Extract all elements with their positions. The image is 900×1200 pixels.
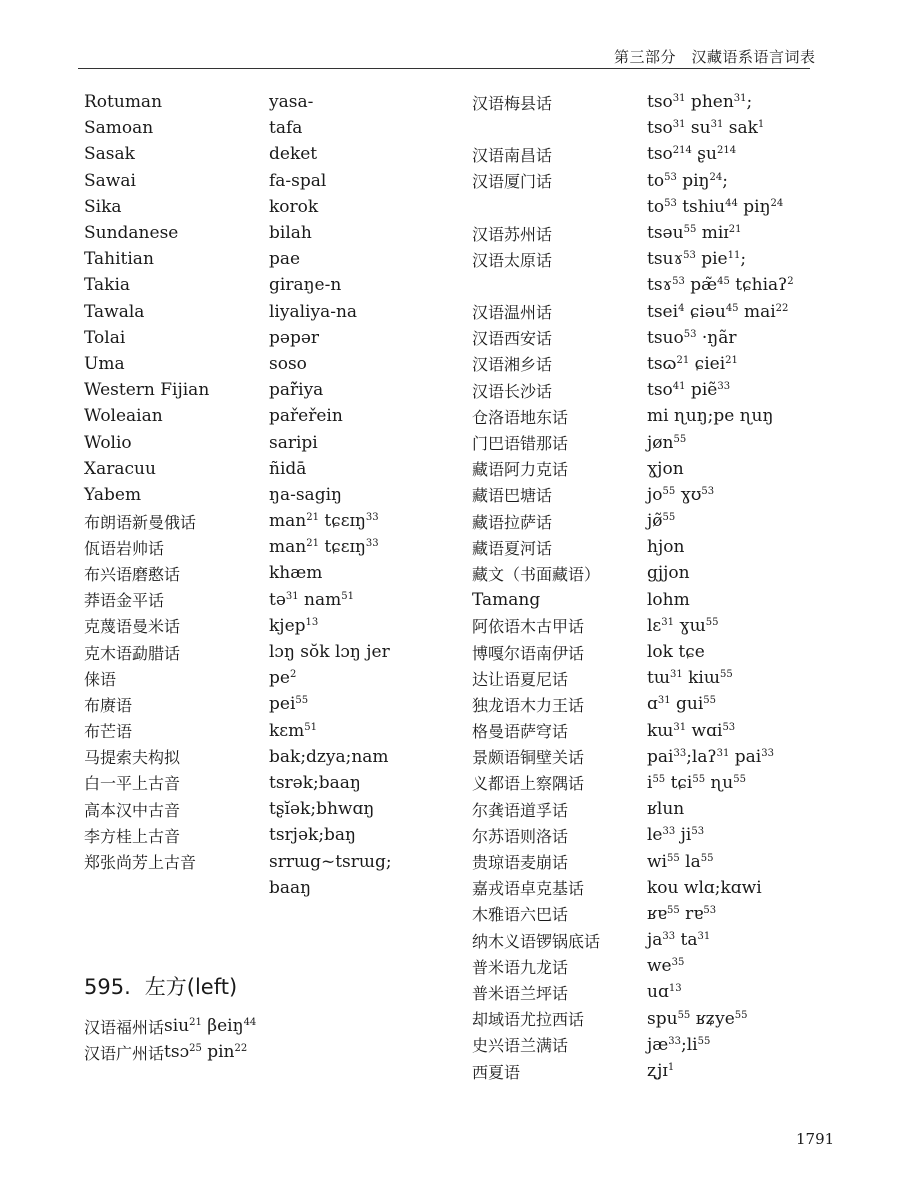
section-number: 595.: [84, 975, 131, 999]
word-form: hjon: [647, 537, 685, 558]
entry-row: [472, 691, 794, 717]
word-form: ʐjɪ$^1$: [647, 1061, 675, 1082]
entry-row: [84, 665, 392, 691]
word-form: tə$^{31}$ nam$^{51}$: [269, 589, 354, 610]
language-name: 博嘎尔语南伊话: [472, 643, 585, 663]
word-form: lok tɕe: [647, 642, 705, 663]
language-name: 尔龚语道孚话: [472, 800, 569, 820]
word-form: jø̃$^{55}$: [647, 511, 676, 532]
entry-row: [84, 639, 392, 665]
language-name: 佤语岩帅话: [84, 538, 165, 558]
word-form: kou wlɑ;kɑwi: [647, 877, 762, 898]
word-form: khæm: [269, 563, 323, 584]
entry-row: [84, 115, 392, 141]
language-name: 阿依语木古甲话: [472, 617, 585, 637]
language-name: 藏文（书面藏语）: [472, 564, 601, 584]
word-form: kɯ$^{31}$ wɑi$^{53}$: [647, 720, 736, 741]
word-form: bak;dzya;nam: [269, 746, 389, 767]
word-form: kjep$^{13}$: [269, 615, 319, 636]
word-form: pai$^{33}$;laʔ$^{31}$ pai$^{33}$: [647, 746, 774, 767]
entry-row: [84, 613, 392, 639]
word-form: pəpər: [269, 327, 320, 348]
language-name: 仓洛语地东话: [472, 407, 569, 427]
word-form: tsrjək;baŋ: [269, 825, 357, 846]
language-name: Uma: [84, 353, 125, 374]
entry-row: [472, 194, 794, 220]
entry-row: [84, 1039, 256, 1065]
entry-row: [84, 718, 392, 744]
language-name: Sasak: [84, 144, 135, 165]
header-rule: [78, 68, 810, 69]
language-name: 布兴语磨憨话: [84, 564, 181, 584]
entry-row: [84, 325, 392, 351]
language-name: 西夏语: [472, 1062, 521, 1082]
language-name: 汉语广州话: [84, 1043, 165, 1063]
entry-row: [84, 194, 392, 220]
entry-row: [84, 508, 392, 534]
entry-row: [472, 246, 794, 272]
word-form: soso: [269, 353, 307, 374]
entry-row: [84, 875, 392, 901]
word-form: srrɯg~tsrɯg;: [269, 851, 392, 872]
entry-row: [472, 901, 794, 927]
word-form: tafa: [269, 118, 303, 139]
entry-row: [472, 639, 794, 665]
word-form: pei$^{55}$: [269, 694, 309, 715]
entry-row: [472, 403, 794, 429]
word-form: ʁɐ$^{55}$ rɐ$^{53}$: [647, 903, 717, 924]
entry-row: [472, 115, 794, 141]
entry-row: [472, 927, 794, 953]
word-form: lohm: [647, 589, 690, 610]
entry-row: [84, 770, 392, 796]
language-name: Wolio: [84, 432, 132, 453]
entry-row: [472, 718, 794, 744]
language-name: 藏语阿力克话: [472, 460, 569, 480]
running-head: 第三部分 汉藏语系语言词表: [614, 48, 816, 66]
word-form: tsɔ$^{25}$ pin$^{22}$: [164, 1042, 248, 1063]
word-form: man$^{21}$ tɕɛɪŋ$^{33}$: [269, 537, 379, 558]
language-name: Woleaian: [84, 406, 163, 427]
word-form: tso$^{41}$ piẽ$^{33}$: [647, 380, 731, 401]
language-name: 纳木义语锣锅底话: [472, 931, 601, 951]
word-form: korok: [269, 196, 319, 217]
word-form: pař̃iya: [269, 380, 324, 401]
word-form: $ja^{33}$ $ta^{31}$: [647, 930, 711, 951]
entry-row: [472, 351, 794, 377]
language-name: 门巴语错那话: [472, 434, 569, 454]
language-name: 俫语: [84, 669, 117, 689]
entry-row: [472, 272, 794, 298]
language-name: Tamang: [472, 589, 541, 610]
section-heading: [84, 971, 237, 1001]
language-name: 景颇语铜壁关话: [472, 748, 585, 768]
language-name: Sundanese: [84, 223, 179, 244]
word-form: ɑ$^{31}$ gui$^{55}$: [647, 694, 717, 715]
word-form: lɔŋ sŏk lɔŋ jer: [269, 642, 390, 663]
word-form: jøn$^{55}$: [647, 432, 687, 453]
entry-row: [472, 482, 794, 508]
entry-row: [84, 482, 392, 508]
language-name: 汉语梅县话: [472, 93, 553, 113]
entry-row: [84, 1013, 256, 1039]
language-name: Western Fijian: [84, 380, 210, 401]
word-form: gjjon: [647, 563, 690, 584]
word-form: $pe^2$: [269, 668, 297, 689]
language-name: 贵琼语麦崩话: [472, 853, 569, 873]
entry-row: [472, 168, 794, 194]
language-name: Sawai: [84, 170, 136, 191]
section-entries: [84, 1013, 256, 1065]
entry-row: [472, 534, 794, 560]
entry-row: [84, 89, 392, 115]
language-name: 布芒语: [84, 722, 133, 742]
entry-row: [84, 272, 392, 298]
language-name: 汉语长沙话: [472, 381, 553, 401]
word-form: tsrək;baaŋ: [269, 772, 361, 793]
language-name: 马提索夫构拟: [84, 748, 181, 768]
language-name: 布赓语: [84, 695, 133, 715]
language-name: 汉语福州话: [84, 1017, 165, 1037]
language-name: 汉语苏州话: [472, 224, 553, 244]
language-name: 汉语西安话: [472, 329, 553, 349]
entry-row: [472, 665, 794, 691]
word-form: pae: [269, 249, 301, 270]
entry-row: [472, 141, 794, 167]
language-name: 汉语厦门话: [472, 172, 553, 192]
language-name: Sika: [84, 196, 122, 217]
word-form: man$^{21}$ tɕɛɪŋ$^{33}$: [269, 511, 379, 532]
language-name: 克蔑语曼米话: [84, 617, 181, 637]
language-name: 李方桂上古音: [84, 826, 181, 846]
entry-row: [472, 979, 794, 1005]
language-name: 克木语勐腊话: [84, 643, 181, 663]
word-form: tɯ$^{31}$ kiɯ$^{55}$: [647, 668, 733, 689]
entry-row: [84, 534, 392, 560]
word-form: tsəu$^{55}$ miɪ$^{21}$: [647, 223, 742, 244]
word-form: kɛm$^{51}$: [269, 720, 317, 741]
entry-row: [84, 246, 392, 272]
entry-row: [84, 141, 392, 167]
language-name: 汉语湘乡话: [472, 355, 553, 375]
entry-row: [472, 1058, 794, 1084]
entry-row: [84, 691, 392, 717]
word-form: $to^{53}$ tshiu$^{44}$ piŋ$^{24}$: [647, 196, 784, 217]
word-form: $jæ^{33};li^{55}$: [647, 1034, 711, 1055]
entry-row: [84, 351, 392, 377]
word-form: tsei$^4$ ɕiəu$^{45}$ mai$^{22}$: [647, 301, 789, 322]
entry-row: [84, 744, 392, 770]
entry-row: [472, 220, 794, 246]
entry-row: [84, 456, 392, 482]
word-form: tso$^{214}$ ʂu$^{214}$: [647, 144, 737, 165]
entry-row: [472, 770, 794, 796]
language-name: 普米语兰坪话: [472, 983, 569, 1003]
entry-row: [472, 89, 794, 115]
entry-row: [84, 560, 392, 586]
language-name: Tolai: [84, 327, 126, 348]
word-form: spu$^{55}$ ʁʑye$^{55}$: [647, 1008, 748, 1029]
language-name: 普米语九龙话: [472, 957, 569, 977]
language-name: 藏语拉萨话: [472, 512, 553, 532]
word-form: lɛ$^{31}$ ɣɯ$^{55}$: [647, 615, 719, 636]
word-form: yasa-: [269, 92, 314, 113]
word-form: pařeřein: [269, 406, 343, 427]
word-form: liyaliya-na: [269, 301, 358, 322]
word-form: uɑ$^{13}$: [647, 982, 682, 1003]
entry-row: [472, 848, 794, 874]
word-form: tʂĭək;bhwɑŋ: [269, 799, 375, 820]
entry-row: [84, 168, 392, 194]
word-form: tsuɤ$^{53}$ pie$^{11}$;: [647, 249, 747, 270]
word-form: tso$^{31}$ phen$^{31}$;: [647, 92, 753, 113]
entry-row: [84, 587, 392, 613]
language-name: 高本汉中古音: [84, 800, 181, 820]
entry-row: [472, 456, 794, 482]
entry-row: [472, 377, 794, 403]
language-name: 藏语巴塘话: [472, 486, 553, 506]
word-form: $we^{35}$: [647, 956, 685, 977]
entry-row: [84, 220, 392, 246]
word-form: tsɤ$^{53}$ pæ̃$^{45}$ tɕhiaʔ$^2$: [647, 275, 794, 296]
word-form: deket: [269, 144, 318, 165]
entry-row: [84, 796, 392, 822]
language-name: 莽语金平话: [84, 591, 165, 611]
entry-row: [84, 403, 392, 429]
entry-row: [472, 587, 794, 613]
language-name: 尔苏语则洛话: [472, 826, 569, 846]
language-name: Yabem: [84, 484, 142, 505]
language-name: 达让语夏尼话: [472, 669, 569, 689]
language-name: Xaracuu: [84, 458, 156, 479]
language-name: 藏语夏河话: [472, 538, 553, 558]
entry-row: [472, 429, 794, 455]
word-form: mi ɳuŋ;pe ɳuŋ: [647, 406, 774, 427]
word-form: baaŋ: [269, 877, 312, 898]
word-form: fa-spal: [269, 170, 327, 191]
language-name: 史兴语兰满话: [472, 1036, 569, 1056]
entry-row: [472, 560, 794, 586]
word-form: $le^{33}$ $ji^{53}$: [647, 825, 705, 846]
entry-row: [84, 429, 392, 455]
entry-row: [84, 299, 392, 325]
page-number: 1791: [796, 1130, 835, 1148]
word-form: ŋa-sagiŋ: [269, 484, 342, 505]
word-form: tso$^{31}$ $su^{31}$ sak$^1$: [647, 118, 765, 139]
language-name: Tawala: [84, 301, 145, 322]
language-name: 义都语上察隅话: [472, 774, 585, 794]
entry-row: [472, 1032, 794, 1058]
language-name: 郑张尚芳上古音: [84, 853, 197, 873]
word-form: ʁlun: [647, 799, 685, 820]
language-name: 汉语太原话: [472, 250, 553, 270]
language-name: Tahitian: [84, 249, 154, 270]
language-name: Rotuman: [84, 92, 163, 113]
language-name: 嘉戎语卓克基话: [472, 879, 585, 899]
word-form: $wi^{55}$ $la^{55}$: [647, 851, 714, 872]
word-form: $i^{55}$ tɕi$^{55}$ ɳu$^{55}$: [647, 772, 746, 793]
entry-row: [472, 875, 794, 901]
entry-row: [84, 848, 392, 874]
entry-row: [472, 796, 794, 822]
language-name: 独龙语木力王话: [472, 695, 585, 715]
entry-row: [472, 822, 794, 848]
word-form: $jo^{55}$ ɣʊ$^{53}$: [647, 484, 715, 505]
left-column: [84, 89, 392, 901]
right-column: [472, 89, 794, 1084]
language-name: 汉语温州话: [472, 303, 553, 323]
entry-row: [472, 1006, 794, 1032]
word-form: $to^{53}$ piŋ$^{24}$;: [647, 170, 728, 191]
language-name: 格曼语萨穹话: [472, 722, 569, 742]
language-name: 布朗语新曼俄话: [84, 512, 197, 532]
entry-row: [472, 613, 794, 639]
language-name: 却域语尤拉西话: [472, 1010, 585, 1030]
entry-row: [472, 744, 794, 770]
entry-row: [472, 325, 794, 351]
entry-row: [472, 953, 794, 979]
entry-row: [472, 299, 794, 325]
word-form: tsɷ$^{21}$ ɕiei$^{21}$: [647, 353, 738, 374]
word-form: bilah: [269, 223, 312, 244]
word-form: siu$^{21}$ βeiŋ$^{44}$: [164, 1016, 257, 1037]
language-name: 白一平上古音: [84, 774, 181, 794]
word-form: giraŋe-n: [269, 275, 342, 296]
language-name: Samoan: [84, 118, 154, 139]
section-title: 左方(left): [144, 975, 238, 999]
entry-row: [84, 377, 392, 403]
word-form: ñidā: [269, 458, 307, 479]
entry-row: [84, 822, 392, 848]
word-form: ɣjon: [647, 458, 684, 479]
language-name: 木雅语六巴话: [472, 905, 569, 925]
language-name: 汉语南昌话: [472, 145, 553, 165]
word-form: saripi: [269, 432, 318, 453]
language-name: Takia: [84, 275, 131, 296]
word-form: tsuo$^{53}$ ·ŋãr: [647, 327, 737, 348]
entry-row: [472, 508, 794, 534]
